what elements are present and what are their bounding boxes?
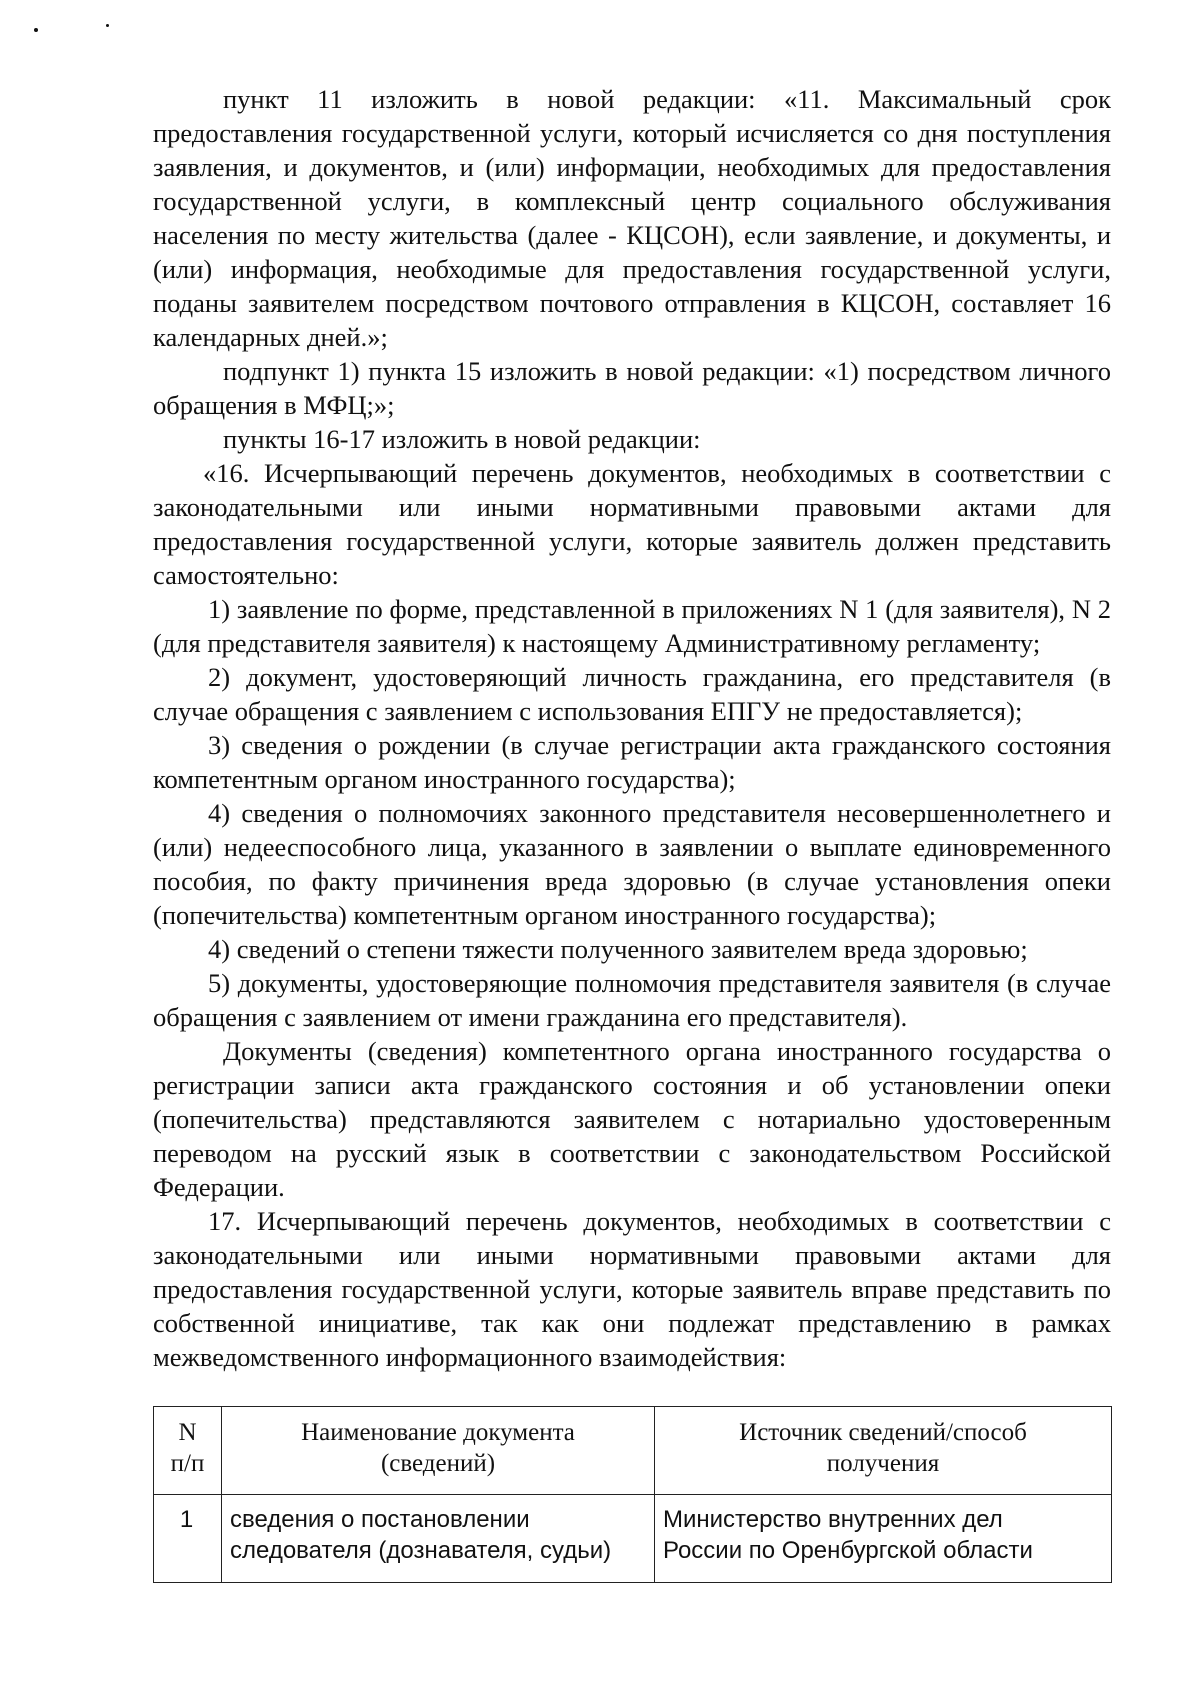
row-name-line2: следователя (дознавателя, судьи) xyxy=(230,1537,612,1564)
paragraph-1: пункт 11 изложить в новой редакции: «11. Максимальный срок предоставления государственной услуги, который исчисляется со дня поступления заявления, и документов, и (или) информации, необходимых для предоставления государственной услуги, в комплексный центр социального обслуживания населения по месту жительства (далее - КЦСОН), если заявление, и документы, и (или) информация, необходимые для предоставления государственной услуги, поданы заявителем посредством почтового отправления в КЦСОН, составляет 16 календарных дней.»; xyxy=(153,84,1111,352)
header-number-line2: п/п xyxy=(170,1450,205,1477)
header-name-line1: Наименование документа xyxy=(301,1419,575,1446)
row-source-line2: России по Оренбургской области xyxy=(663,1537,1033,1564)
header-source-line1: Источник сведений/способ xyxy=(739,1419,1027,1446)
paragraph-5: 1) заявление по форме, представленной в приложениях N 1 (для заявителя), N 2 (для представителя заявителя) к настоящему Административному регламенту; xyxy=(153,594,1111,658)
table-header-row xyxy=(154,1407,1112,1495)
header-number xyxy=(154,1407,222,1495)
paragraph-11: Документы (сведения) компетентного органа иностранного государства о регистрации записи акта гражданского состояния и об установлении опеки (попечительства) представляются заявителем с нотариально удостоверенным переводом на русский язык в соответствии с законодательством Российской Федерации. xyxy=(153,1036,1111,1202)
paragraph-3: пункты 16-17 изложить в новой редакции: xyxy=(223,424,701,454)
row-source-line1: Министерство внутренних дел xyxy=(663,1506,1003,1533)
row-source xyxy=(655,1495,1112,1583)
paragraph-7: 3) сведения о рождении (в случае регистрации акта гражданского состояния компетентным органом иностранного государства); xyxy=(153,730,1111,794)
scan-dot xyxy=(106,24,109,27)
header-name-line2: (сведений) xyxy=(380,1450,496,1477)
paragraph-2: подпункт 1) пункта 15 изложить в новой редакции: «1) посредством личного обращения в МФЦ;»; xyxy=(153,356,1111,420)
paragraph-10: 5) документы, удостоверяющие полномочия представителя заявителя (в случае обращения с заявлением от имени гражданина его представителя). xyxy=(153,968,1111,1032)
paragraph-12: 17. Исчерпывающий перечень документов, необходимых в соответствии с законодательными или иными нормативными правовыми актами для предоставления государственной услуги, которые заявитель вправе представить по собственной инициативе, так как они подлежат представлению в рамках межведомственного информационного взаимодействия: xyxy=(153,1206,1111,1372)
header-number-line1: N xyxy=(178,1419,197,1446)
row-document-name xyxy=(222,1495,655,1583)
paragraph-4: «16. Исчерпывающий перечень документов, необходимых в соответствии с законодательными или иными нормативными правовыми актами для предоставления государственной услуги, которые заявитель должен представить самостоятельно: xyxy=(153,458,1111,590)
document-body xyxy=(153,82,1111,1374)
row-name-line1: сведения о постановлении xyxy=(230,1506,530,1533)
table-row xyxy=(154,1495,1112,1583)
header-source xyxy=(655,1407,1112,1495)
paragraph-6: 2) документ, удостоверяющий личность гражданина, его представителя (в случае обращения с заявлением с использования ЕПГУ не предоставляется); xyxy=(153,662,1111,726)
documents-table xyxy=(153,1406,1112,1583)
scan-dot xyxy=(34,28,38,32)
header-source-line2: получения xyxy=(826,1450,940,1477)
paragraph-9: 4) сведений о степени тяжести полученного заявителем вреда здоровью; xyxy=(208,934,1028,964)
row-number: 1 xyxy=(154,1495,222,1583)
header-document-name xyxy=(222,1407,655,1495)
paragraph-8: 4) сведения о полномочиях законного представителя несовершеннолетнего и (или) недееспособного лица, указанного в заявлении о выплате единовременного пособия, по факту причинения вреда здоровью (в случае установления опеки (попечительства) компетентным органом иностранного государства); xyxy=(153,798,1111,930)
